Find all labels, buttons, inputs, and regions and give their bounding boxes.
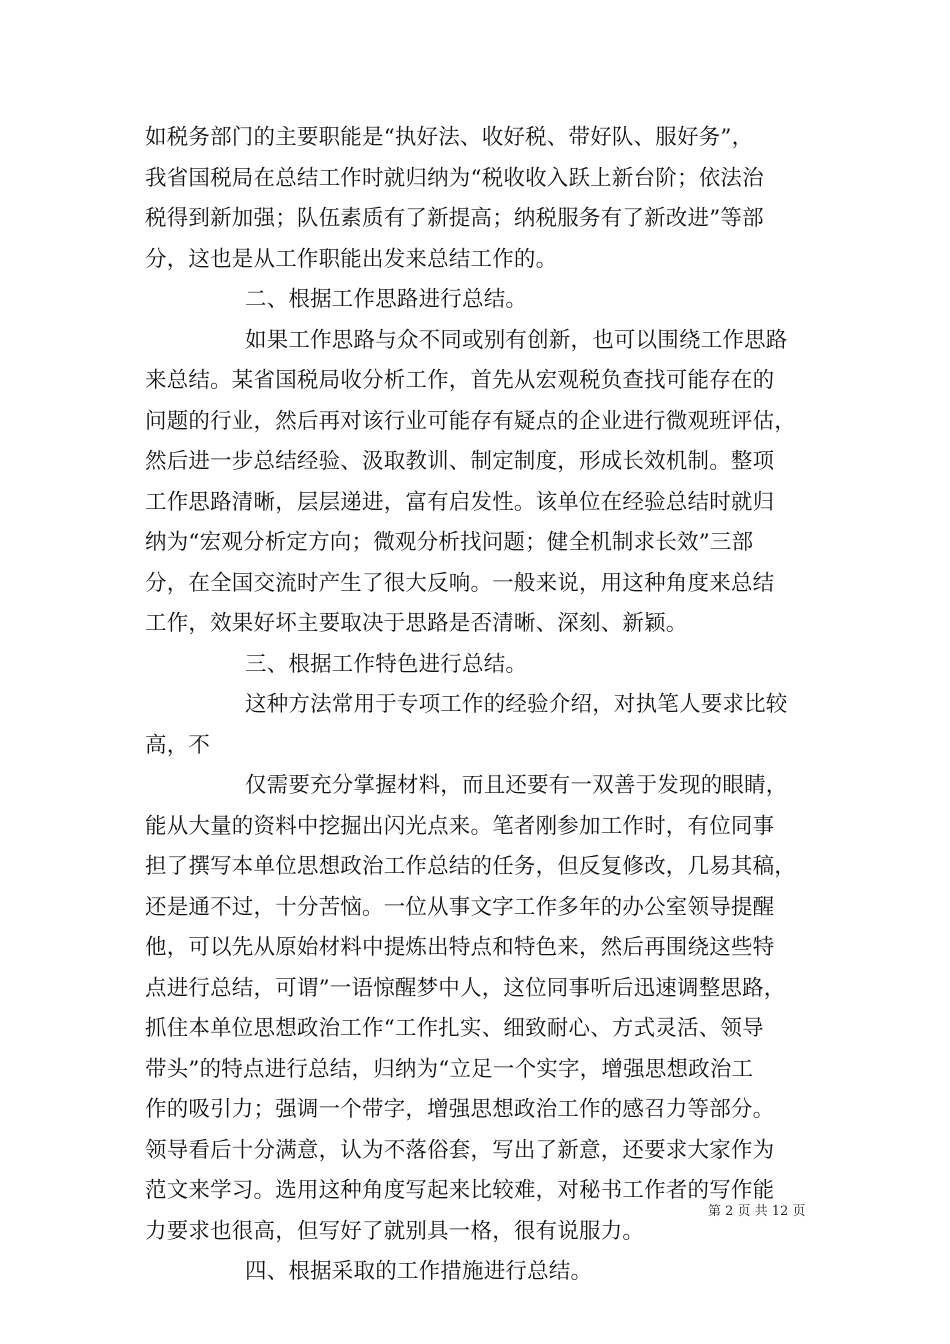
text-line: 范文来学习。选用这种角度写起来比较难，对秘书工作者的写作能 (145, 1178, 775, 1203)
text-line: 如税务部门的主要职能是“执好法、收好税、带好队、服好务”， (145, 125, 754, 150)
paragraph-start-line: 这种方法常用于专项工作的经验介绍，对执笔人要求比较 (245, 692, 788, 717)
text-line: 然后进一步总结经验、汲取教训、制定制度，形成长效机制。整项 (145, 449, 775, 474)
paragraph-start-line: 二、根据工作思路进行总结。 (245, 287, 528, 312)
text-line: 抓住本单位思想政治工作“工作扎实、细致耐心、方式灵活、领导 (145, 1016, 764, 1041)
text-line: 还是通不过，十分苦恼。一位从事文字工作多年的办公室领导提醒 (145, 894, 775, 920)
text-line: 领导看后十分满意，认为不落俗套，写出了新意，还要求大家作为 (145, 1137, 775, 1163)
page-number: 第 2 页 共 12 页 (708, 1204, 806, 1219)
text-line: 工作思路清晰，层层递进，富有启发性。该单位在经验总结时就归 (145, 489, 775, 515)
text-line: 担了撰写本单位思想政治工作总结的任务，但反复修改，几易其稿， (145, 854, 797, 879)
text-line: 作的吸引力；强调一个带字，增强思想政治工作的感召力等部分。 (145, 1097, 775, 1122)
text-line: 分，在全国交流时产生了很大反响。一般来说，用这种角度来总结 (145, 570, 775, 596)
text-line: 力要求也很高，但写好了就别具一格，很有说服力。 (145, 1218, 645, 1244)
text-line: 能从大量的资料中挖掘出闪光点来。笔者刚参加工作时，有位同事 (145, 813, 775, 839)
text-line: 纳为“宏观分析定方向；微观分析找问题；健全机制求长效”三部 (145, 530, 754, 555)
paragraph-start-line: 如果工作思路与众不同或别有创新，也可以围绕工作思路 (245, 327, 788, 353)
text-line: 来总结。某省国税局收分析工作，首先从宏观税负查找可能存在的 (145, 368, 775, 393)
text-line: 分，这也是从工作职能出发来总结工作的。 (145, 246, 558, 272)
text-line: 他，可以先从原始材料中提炼出特点和特色来，然后再围绕这些特 (145, 935, 775, 960)
text-line: 点进行总结，可谓”一语惊醒梦中人，这位同事听后迅速调整思路， (145, 975, 786, 1001)
text-line: 带头”的特点进行总结，归纳为“立足一个实字，增强思想政治工 (145, 1056, 754, 1082)
paragraph-start-line: 仅需要充分掌握材料，而且还要有一双善于发现的眼睛， (245, 773, 788, 798)
text-line: 工作，效果好坏主要取决于思路是否清晰、深刻、新颖。 (145, 611, 688, 636)
document-body (145, 118, 817, 1293)
text-line: 税得到新加强；队伍素质有了新提高；纳税服务有了新改进”等部 (145, 206, 764, 231)
paragraph-start-line: 三、根据工作特色进行总结。 (245, 651, 528, 677)
paragraph-start-line: 四、根据采取的工作措施进行总结。 (245, 1259, 593, 1284)
text-line: 问题的行业，然后再对该行业可能存有疑点的企业进行微观班评估， (145, 408, 797, 434)
text-line: 我省国税局在总结工作时就归纳为“税收收入跃上新台阶；依法治 (145, 165, 764, 191)
text-line: 高，不 (145, 732, 211, 758)
